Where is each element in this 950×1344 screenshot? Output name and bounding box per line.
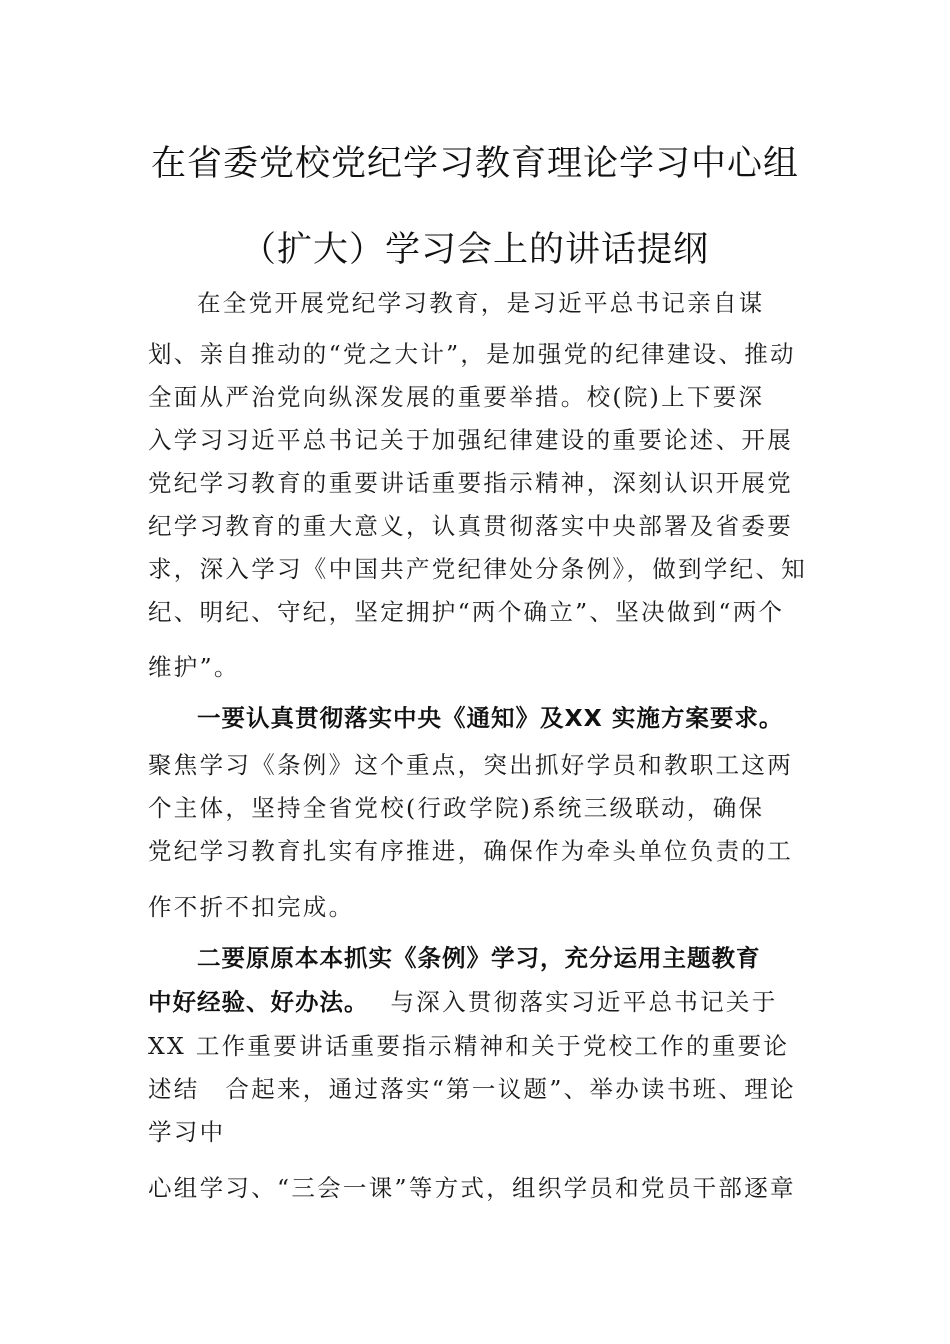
paragraph-line: 心组学习、“三会一课”等方式，组织学员和党员干部逐章 xyxy=(148,1174,796,1202)
paragraph-line: 维护”。 xyxy=(148,653,240,681)
paragraph-line: 纪、明纪、守纪，坚定拥护“两个确立”、坚决做到“两个 xyxy=(148,598,785,626)
paragraph-line: 学习中 xyxy=(148,1118,226,1146)
paragraph-text: 与深入贯彻落实习近平总书记关于 xyxy=(390,988,778,1016)
paragraph-line: 求，深入学习《中国共产党纪律处分条例》，做到学纪、知 xyxy=(148,555,808,583)
document-title-line-1: 在省委党校党纪学习教育理论学习中心组 xyxy=(150,144,799,184)
paragraph-line: 在全党开展党纪学习教育，是习近平总书记亲自谋 xyxy=(197,289,765,317)
paragraph-line: 党纪学习教育扎实有序推进，确保作为牵头单位负责的工 xyxy=(148,837,793,865)
section-2-heading-continued xyxy=(148,983,778,1017)
paragraph-line: XX 工作重要讲话重要指示精神和关于党校工作的重要论 xyxy=(148,1032,790,1060)
paragraph-line: 聚焦学习《条例》这个重点，突出抓好学员和教职工这两 xyxy=(148,751,793,779)
paragraph-line: 纪学习教育的重大意义，认真贯彻落实中央部署及省委要 xyxy=(148,512,793,540)
paragraph-line: 述结 合起来，通过落实“第一议题”、举办读书班、理论 xyxy=(148,1075,796,1103)
paragraph-line: 入学习习近平总书记关于加强纪律建设的重要论述、开展 xyxy=(148,426,793,454)
section-1-heading: 一要认真贯彻落实中央《通知》及XX 实施方案要求。 xyxy=(197,704,784,732)
paragraph-line: 党纪学习教育的重要讲话重要指示精神，深刻认识开展党 xyxy=(148,469,793,497)
section-2-heading: 二要原原本本抓实《条例》学习，充分运用主题教育 xyxy=(197,944,761,972)
paragraph-line: 个主体，坚持全省党校(行政学院)系统三级联动，确保 xyxy=(148,794,765,822)
paragraph-line: 划、亲自推动的“党之大计”，是加强党的纪律建设、推动 xyxy=(148,340,796,368)
paragraph-line: 全面从严治党向纵深发展的重要举措。校(院)上下要深 xyxy=(148,383,765,411)
document-title-line-2: （扩大）学习会上的讲话提纲 xyxy=(240,230,709,270)
paragraph-line: 作不折不扣完成。 xyxy=(148,893,355,921)
section-2-heading-end: 中好经验、好办法。 xyxy=(148,988,369,1016)
